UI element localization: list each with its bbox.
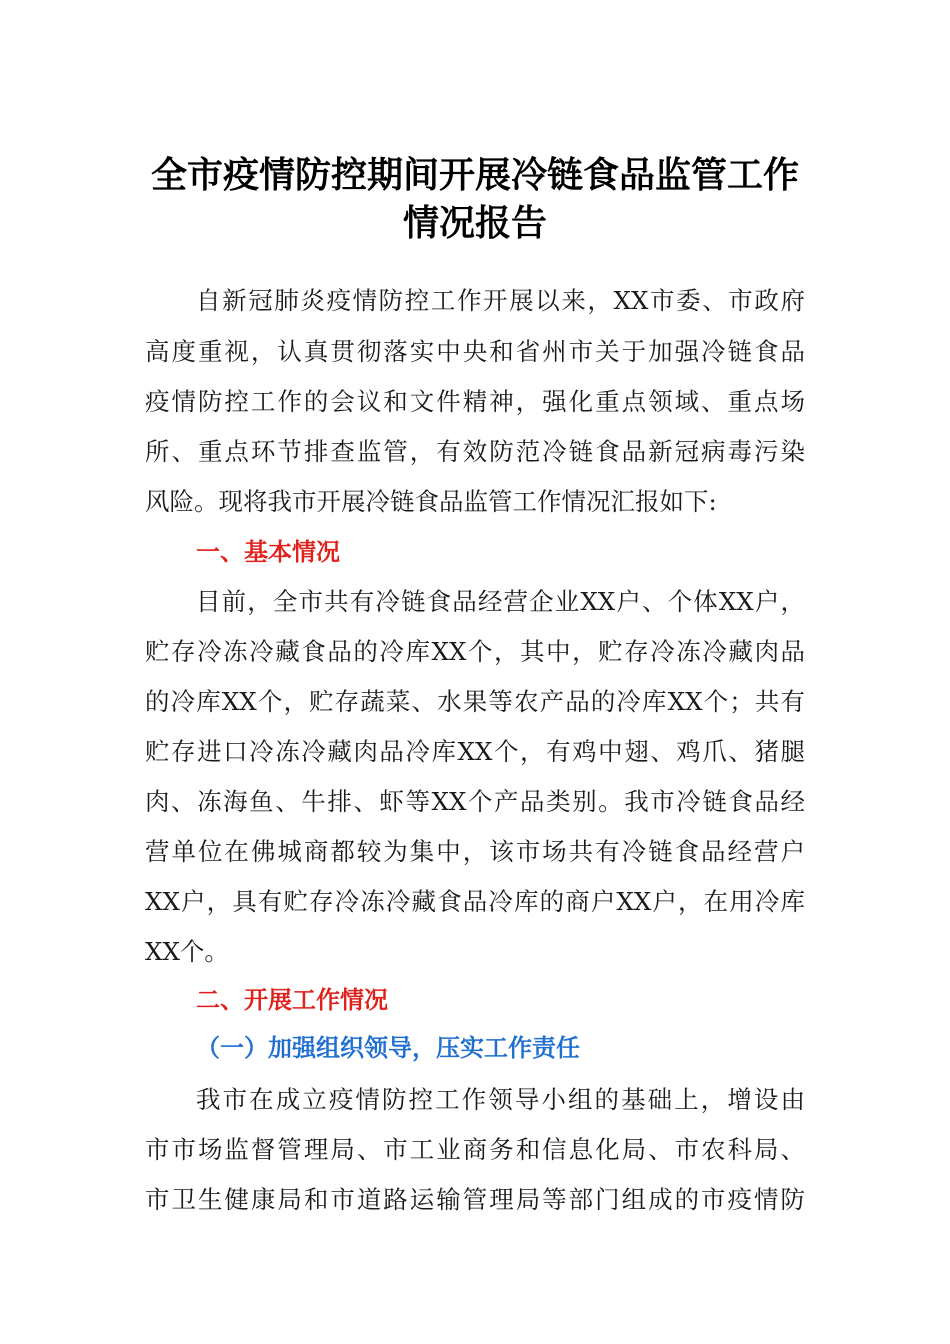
intro-line: 风险。现将我市开展冷链食品监管工作情况汇报如下: [145,487,717,516]
subsection1-line: 市卫生健康局和市道路运输管理局等部门组成的市疫情防 [145,1185,805,1214]
intro-line: 疫情防控工作的会议和文件精神，强化重点领域、重点场 [145,387,805,416]
section1-line: XX户，具有贮存冷冻冷藏食品冷库的商户XX户，在用冷库 [145,887,805,916]
section-heading-basic: 一、基本情况 [196,538,340,566]
subsection1-line: 市市场监督管理局、市工业商务和信息化局、市农科局、 [145,1135,805,1164]
intro-line: 自新冠肺炎疫情防控工作开展以来，XX市委、市政府 [196,286,805,315]
document-title-line-2: 情况报告 [402,202,547,244]
subsection-heading-organization: （一）加强组织领导，压实工作责任 [196,1033,580,1062]
subsection1-line: 我市在成立疫情防控工作领导小组的基础上，增设由 [196,1085,805,1114]
section1-line: 的冷库XX个，贮存蔬菜、水果等农产品的冷库XX个；共有 [145,687,805,716]
section1-line: 营单位在佛城商都较为集中，该市场共有冷链食品经营户 [145,837,805,866]
section1-line: 贮存进口冷冻冷藏肉品冷库XX个，有鸡中翅、鸡爪、猪腿 [145,737,805,766]
document-title-line-1: 全市疫情防控期间开展冷链食品监管工作 [150,154,799,196]
intro-line: 所、重点环节排查监管，有效防范冷链食品新冠病毒污染 [145,437,805,466]
section1-line: 贮存冷冻冷藏食品的冷库XX个，其中，贮存冷冻冷藏肉品 [145,637,805,666]
section-heading-work: 二、开展工作情况 [196,986,388,1014]
section1-line: 目前，全市共有冷链食品经营企业XX户、个体XX户， [196,587,805,616]
intro-line: 高度重视，认真贯彻落实中央和省州市关于加强冷链食品 [145,337,805,366]
section1-line: 肉、冻海鱼、牛排、虾等XX个产品类别。我市冷链食品经 [145,787,805,816]
section1-line: XX个。 [145,937,229,966]
